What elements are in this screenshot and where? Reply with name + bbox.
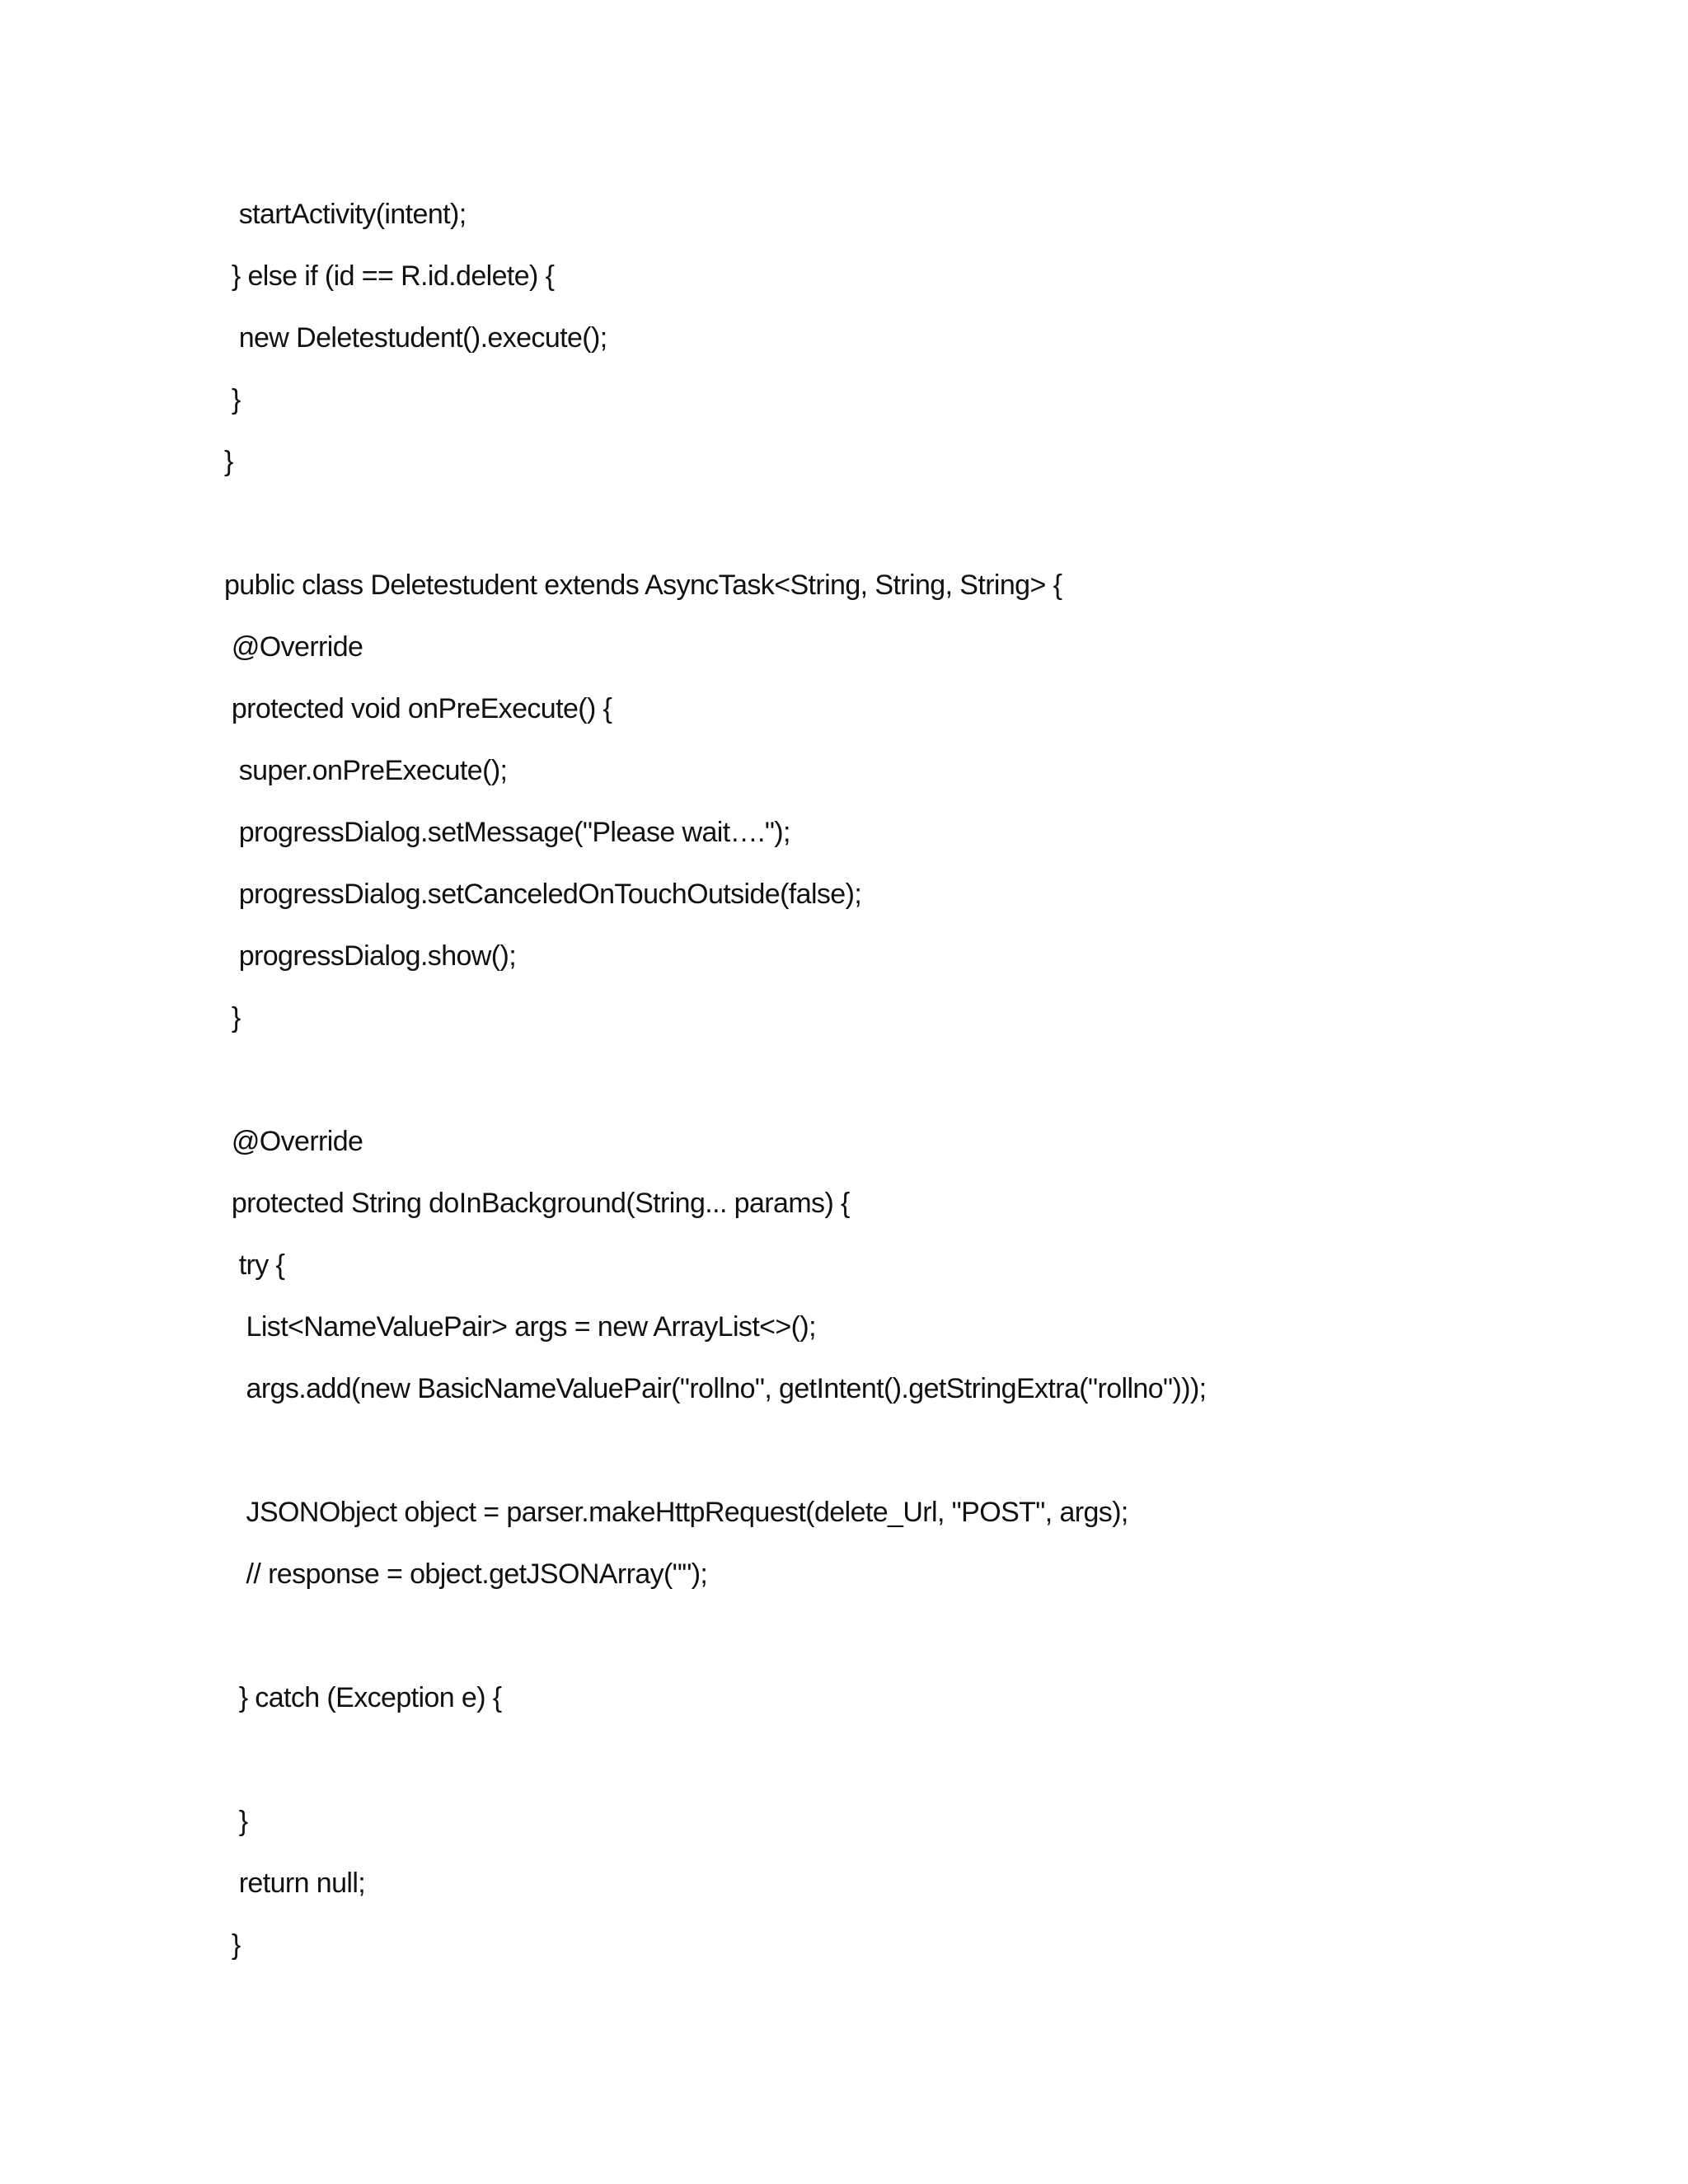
code-line: protected void onPreExecute() { <box>224 693 612 724</box>
code-line: args.add(new BasicNameValuePair("rollno", getIntent().getStringExtra("rollno"))); <box>224 1373 1207 1404</box>
code-line: @Override <box>224 1126 363 1157</box>
code-line: } <box>224 1929 241 1961</box>
code-line: } <box>224 1806 248 1837</box>
blank-line <box>224 1427 1625 1489</box>
code-line: } <box>224 384 241 415</box>
blank-line <box>224 1613 1625 1675</box>
code-line: } else if (id == R.id.delete) { <box>224 260 555 292</box>
code-line: public class Deletestudent extends AsyncTask<String, String, String> { <box>224 569 1062 601</box>
code-listing <box>224 191 1625 1984</box>
code-line: try { <box>224 1249 285 1281</box>
code-line: progressDialog.setCanceledOnTouchOutside(false); <box>224 879 862 910</box>
code-comment-line: // response = object.getJSONArray(""); <box>224 1558 708 1590</box>
code-line: } <box>224 446 233 477</box>
code-line: protected String doInBackground(String... params) { <box>224 1188 850 1219</box>
blank-line <box>224 1736 1625 1798</box>
blank-line <box>224 1057 1625 1118</box>
code-line: return null; <box>224 1868 366 1899</box>
code-line: startActivity(intent); <box>224 199 467 230</box>
code-line: } <box>224 1002 241 1033</box>
blank-line <box>224 500 1625 562</box>
code-line: progressDialog.setMessage("Please wait…."); <box>224 817 790 848</box>
code-line: JSONObject object = parser.makeHttpRequest(delete_Url, "POST", args); <box>224 1497 1128 1528</box>
code-line: @Override <box>224 631 363 663</box>
code-line: new Deletestudent().execute(); <box>224 322 607 354</box>
code-line: progressDialog.show(); <box>224 940 517 972</box>
code-line: } catch (Exception e) { <box>224 1682 502 1713</box>
code-line: List<NameValuePair> args = new ArrayList<>(); <box>224 1311 816 1343</box>
code-line: super.onPreExecute(); <box>224 755 508 786</box>
